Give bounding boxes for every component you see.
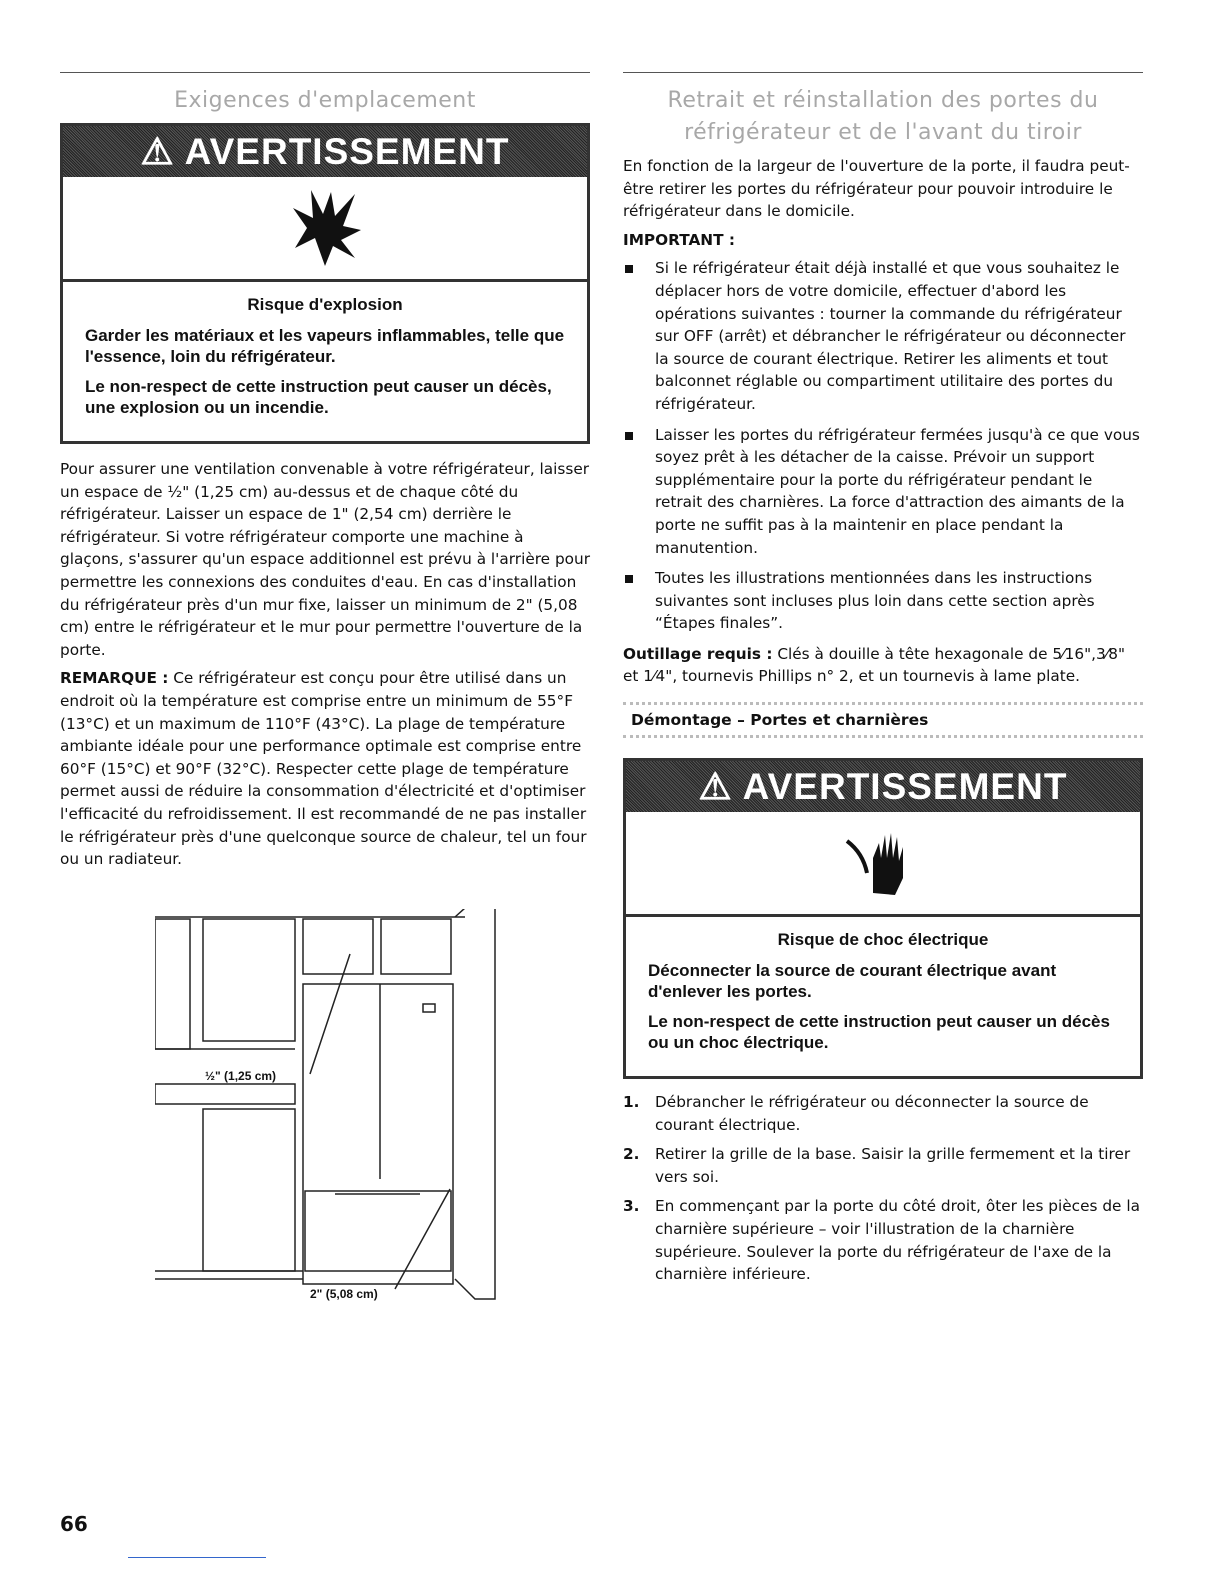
intro-paragraph: En fonction de la largeur de l'ouverture de la porte, il faudra peut-être retirer les portes du réfrigérateur pour pouvoir introduire le réfrigérateur dans le domicile. — [623, 157, 1130, 221]
warning-line: Le non-respect de cette instruction peut causer un décès ou un choc électrique. — [648, 1012, 1110, 1053]
clearance-label-top: ½" (1,25 cm) — [205, 1068, 277, 1083]
tools-paragraph — [623, 643, 1143, 688]
warning-line: Garder les matériaux et les vapeurs inflammables, telle que l'essence, loin du réfrigérateur. — [85, 326, 565, 366]
subsection-heading: Démontage – Portes et charnières — [623, 702, 1143, 738]
page-number: 66 — [60, 1512, 88, 1536]
step-text: En commençant par la porte du côté droit, ôter les pièces de la charnière supérieure – voir l'illustration de la charnière supérieure. Soulever la porte du réfrigérateur de l'axe de la charnière inférieure. — [655, 1197, 1140, 1284]
paragraph: Pour assurer une ventilation convenable à votre réfrigérateur, laisser un espace de ½" (1,25 cm) au-dessus et de chaque côté du réfrigérateur. Laisser un espace de 1" (2,54 cm) derrière le réfrigérateur. Si votre réfrigérateur comporte une machine à glaçons, s'assurer qu'un espace additionnel est prévu à l'arrière pour permettre les connexions des conduites d'eau. En cas d'installation du réfrigérateur près d'un mur fixe, laisser un minimum de 2" (5,08 cm) entre le réfrigérateur et le mur pour permettre l'ouverture de la porte. — [60, 460, 591, 659]
step-number: 3. — [623, 1197, 640, 1216]
tools-text: Clés à douille à tête hexagonale de 5⁄16",3⁄8" et 1⁄4", tournevis Phillips n° 2, et un tournevis à lame plate. — [623, 644, 1126, 686]
remark-label: REMARQUE : — [60, 669, 169, 688]
important-list — [623, 257, 1143, 635]
step-number: 1. — [623, 1093, 640, 1112]
footer-link-line — [128, 1557, 266, 1558]
warning-title: AVERTISSEMENT — [742, 766, 1068, 808]
list-item: Laisser les portes du réfrigérateur fermées jusqu'à ce que vous soyez prêt à les détacher de la caisse. Prévoir un support supplémentaire pour la porte du réfrigérateur pendant le retrait des charnières. La force d'attraction des aimants de la porte ne suffit pas à la maintenir en place pendant la manutention. — [623, 424, 1143, 560]
section-heading — [623, 85, 1143, 149]
clearance-illustration — [155, 909, 505, 1309]
heading-line: Retrait et réinstallation des portes du — [667, 88, 1099, 113]
step-item — [623, 1195, 1143, 1285]
important-label: IMPORTANT : — [623, 230, 735, 249]
list-item: Toutes les illustrations mentionnées dans les instructions suivantes sont incluses plus loin dans cette section après “Étapes finales”. — [623, 567, 1143, 635]
warning-risk: Risque d'explosion — [247, 295, 403, 314]
steps-list — [623, 1091, 1143, 1286]
warning-title: AVERTISSEMENT — [184, 131, 510, 172]
warning-line: Le non-respect de cette instruction peut causer un décès, une explosion ou un incendie. — [85, 377, 552, 417]
warning-line: Déconnecter la source de courant électrique avant d'enlever les portes. — [648, 961, 1057, 1002]
step-item — [623, 1143, 1143, 1188]
tools-label: Outillage requis : — [623, 644, 773, 663]
step-number: 2. — [623, 1145, 640, 1164]
list-item: Si le réfrigérateur était déjà installé et que vous souhaitez le déplacer hors de votre domicile, effectuer d'abord les opérations suivantes : tourner la commande du réfrigérateur sur OFF (arrêt) et débrancher le réfrigérateur ou déconnecter la source de courant électrique. Retirer les aliments et tout balconnet réglable ou compartiment utilitaire des portes du réfrigérateur. — [623, 257, 1143, 415]
warning-triangle-icon: ⚠ — [140, 131, 175, 172]
clearance-label-bottom: 2" (5,08 cm) — [310, 1286, 378, 1301]
right-column — [623, 72, 1143, 1293]
warning-box — [623, 758, 1143, 1079]
explosion-icon — [285, 188, 365, 268]
electric-shock-icon — [843, 823, 923, 903]
warning-box — [60, 123, 590, 444]
section-heading: Exigences d'emplacement — [174, 88, 476, 113]
step-text: Retirer la grille de la base. Saisir la grille fermement et la tirer vers soi. — [655, 1145, 1131, 1186]
heading-line: réfrigérateur et de l'avant du tiroir — [684, 120, 1082, 145]
step-text: Débrancher le réfrigérateur ou déconnecter la source de courant électrique. — [655, 1093, 1089, 1134]
divider — [60, 72, 590, 73]
warning-risk: Risque de choc électrique — [777, 930, 989, 950]
divider — [623, 72, 1143, 73]
step-item — [623, 1091, 1143, 1136]
refrigerator-cabinet-drawing — [155, 909, 505, 1309]
remark-text: Ce réfrigérateur est conçu pour être utilisé dans un endroit où la température est comprise entre un minimum de 55°F (13°C) et un maximum de 110°F (43°C). La plage de température ambiante idéale pour une performance optimale est comprise entre 60°F (15°C) et 90°F (32°C). Respecter cette plage de température permet aussi de réduire la consommation d'électricité et d'optimiser l'efficacité du refroidissement. Il est recommandé de ne pas installer le réfrigérateur près d'une quelconque source de chaleur, tel un four ou un radiateur. — [60, 669, 587, 869]
warning-title-bar — [626, 761, 1140, 812]
warning-title-bar — [63, 126, 587, 177]
left-column — [60, 72, 590, 1309]
remark-paragraph — [60, 667, 590, 870]
warning-triangle-icon: ⚠ — [698, 766, 733, 808]
